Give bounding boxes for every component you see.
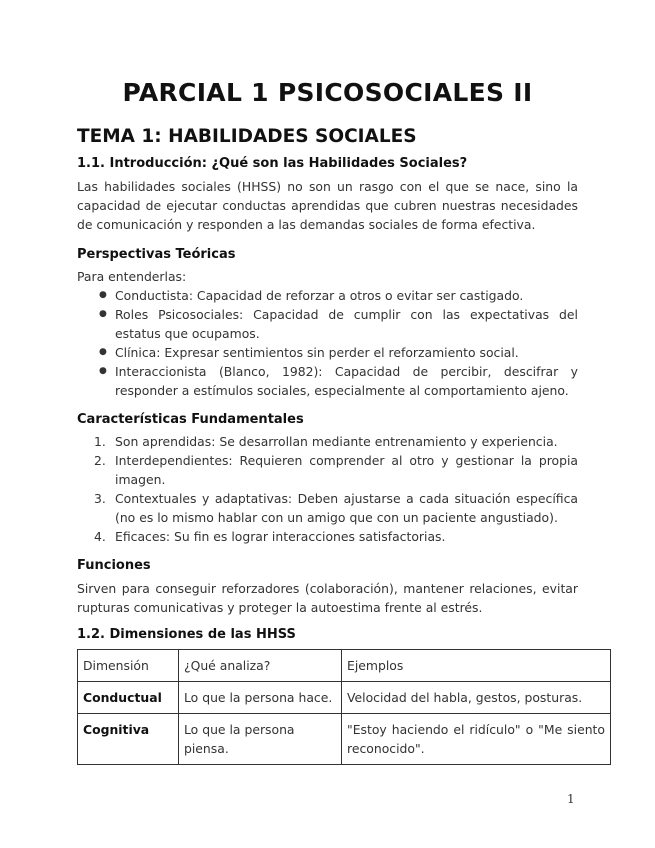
page-number: 1 xyxy=(567,792,575,806)
list-item: ● Interaccionista (Blanco, 1982): Capacidad de percibir, descifrar y responder a estímulos sociales, especialmente al comportamiento ajeno. xyxy=(99,364,578,398)
table-cell: Conductual xyxy=(78,682,179,714)
list-item: ● Conductista: Capacidad de reforzar a otros o evitar ser castigado. xyxy=(99,288,524,303)
list-item: 2. Interdependientes: Requieren comprender al otro y gestionar la propia imagen. xyxy=(94,453,578,487)
document-title: PARCIAL 1 PSICOSOCIALES II xyxy=(122,78,533,107)
list-number: 2. xyxy=(94,453,106,468)
table-cell: Lo que la persona hace. xyxy=(179,682,342,714)
caracteristicas-list xyxy=(77,432,578,546)
dimensiones-table xyxy=(77,649,611,765)
perspectivas-list xyxy=(77,286,578,400)
table-cell: Lo que la persona piensa. xyxy=(179,714,342,765)
list-item: 1. Son aprendidas: Se desarrollan mediante entrenamiento y experiencia. xyxy=(94,434,558,449)
dimensiones-heading: 1.2. Dimensiones de las HHSS xyxy=(77,627,296,642)
list-number: 1. xyxy=(94,434,106,449)
perspectivas-lead: Para entenderlas: xyxy=(77,269,187,284)
table-cell: Cognitiva xyxy=(78,714,179,765)
list-item: ● Roles Psicosociales: Capacidad de cumplir con las expectativas del estatus que ocupamos. xyxy=(99,307,578,341)
bullet-icon: ● xyxy=(99,347,107,357)
table-header-cell: ¿Qué analiza? xyxy=(179,650,342,682)
table-cell: "Estoy haciendo el ridículo" o "Me siento reconocido". xyxy=(342,714,611,765)
funciones-heading: Funciones xyxy=(77,558,151,573)
bullet-icon: ● xyxy=(99,290,107,300)
funciones-paragraph: Sirven para conseguir reforzadores (colaboración), mantener relaciones, evitar rupturas comunicativas y proteger la autoestima frente al estrés. xyxy=(77,581,578,615)
table-cell: Velocidad del habla, gestos, posturas. xyxy=(342,682,611,714)
list-number: 4. xyxy=(94,529,106,544)
list-item: 4. Eficaces: Su fin es lograr interacciones satisfactorias. xyxy=(94,529,446,544)
perspectivas-heading: Perspectivas Teóricas xyxy=(77,247,236,262)
list-item: ● Clínica: Expresar sentimientos sin perder el reforzamiento social. xyxy=(99,345,519,360)
tema-heading: TEMA 1: HABILIDADES SOCIALES xyxy=(77,126,417,147)
list-number: 3. xyxy=(94,491,106,506)
bullet-icon: ● xyxy=(99,366,107,376)
table-header-cell: Ejemplos xyxy=(342,650,611,682)
table-header-cell: Dimensión xyxy=(78,650,179,682)
table-row xyxy=(78,682,611,714)
table-row xyxy=(78,714,611,765)
list-item: 3. Contextuales y adaptativas: Deben ajustarse a cada situación específica (no es lo mismo hablar con un amigo que con un paciente angustiado). xyxy=(94,491,578,525)
bullet-icon: ● xyxy=(99,309,107,319)
table-header-row xyxy=(78,650,611,682)
intro-paragraph: Las habilidades sociales (HHSS) no son un rasgo con el que se nace, sino la capacidad de ejecutar conductas aprendidas que cubren nuestras necesidades de comunicación y responden a las demandas sociales de forma efectiva. xyxy=(77,179,578,232)
intro-heading: 1.1. Introducción: ¿Qué son las Habilidades Sociales? xyxy=(77,156,468,171)
caracteristicas-heading: Características Fundamentales xyxy=(77,412,304,427)
